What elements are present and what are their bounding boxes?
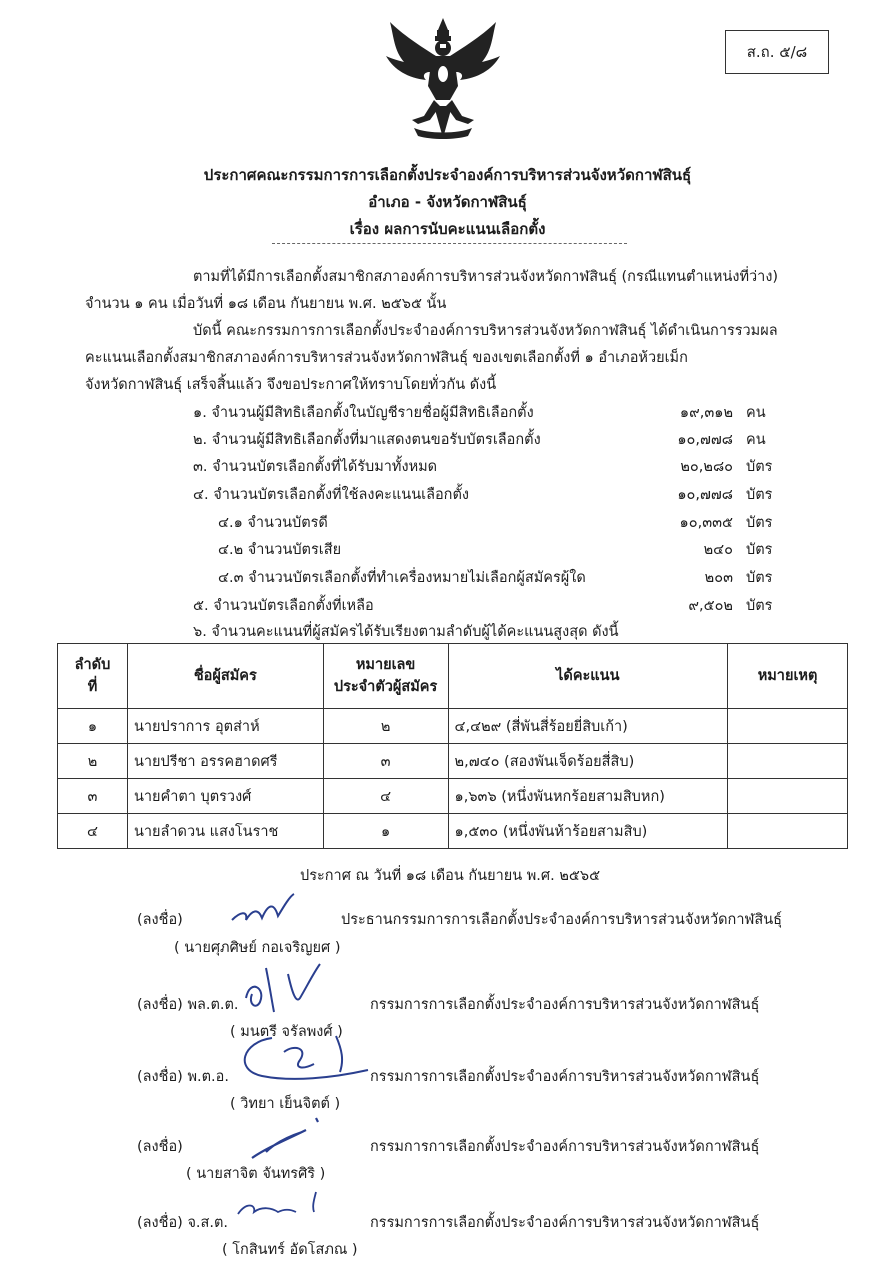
stat-unit: บัตร (746, 515, 773, 531)
signature-role: กรรมการการเลือกตั้งประจำองค์การบริหารส่วนจังหวัดกาฬสินธุ์ (370, 997, 760, 1013)
cell-rank: ๓ (58, 779, 128, 814)
district-line: อำเภอ - จังหวัดกาฬสินธุ์ (368, 193, 527, 211)
results-table (57, 643, 848, 849)
stat-unit: คน (746, 405, 766, 421)
cell-name: นายปราการ อุตส่าห์ (127, 709, 323, 744)
item6-label: ๖. จำนวนคะแนนที่ผู้สมัครได้รับเรียงตามลำดับผู้ได้คะแนนสูงสุด ดังนี้ (193, 624, 619, 640)
signature-role: กรรมการการเลือกตั้งประจำองค์การบริหารส่วนจังหวัดกาฬสินธุ์ (370, 1139, 760, 1155)
stat-unit: บัตร (746, 459, 773, 475)
signature-label: (ลงชื่อ) พล.ต.ต. (137, 997, 239, 1013)
handwritten-signature-icon (228, 890, 318, 930)
table-row (58, 709, 848, 744)
cell-name: นายคำตา บุตรวงศ์ (127, 779, 323, 814)
stat-unit: บัตร (746, 598, 773, 614)
signatory-name: ( นายสาจิต จันทรศิริ ) (186, 1166, 326, 1182)
intro-p2-line2: คะแนนเลือกตั้งสมาชิกสภาองค์การบริหารส่วนจังหวัดกาฬสินธุ์ ของเขตเลือกตั้งที่ ๑ อำเภอห้วยเม็ก (85, 350, 688, 366)
table-row (58, 814, 848, 849)
cell-remark (728, 779, 848, 814)
stat-label: ๕. จำนวนบัตรเลือกตั้งที่เหลือ (193, 598, 374, 614)
form-code-box (725, 30, 829, 74)
intro-p2-line1: บัดนี้ คณะกรรมการการเลือกตั้งประจำองค์การบริหารส่วนจังหวัดกาฬสินธุ์ ได้ดำเนินการรวมผล (193, 323, 778, 339)
intro-p1-line1: ตามที่ได้มีการเลือกตั้งสมาชิกสภาองค์การบริหารส่วนจังหวัดกาฬสินธุ์ (กรณีแทนตำแหน่งที่ว่าง) (193, 269, 779, 285)
cell-votes: ๑,๕๓๐ (หนึ่งพันห้าร้อยสามสิบ) (448, 814, 728, 849)
form-code: ส.ถ. ๕/๘ (746, 43, 808, 61)
cell-name: นายลำดวน แสงโนราช (127, 814, 323, 849)
announcement-date: ประกาศ ณ วันที่ ๑๘ เดือน กันยายน พ.ศ. ๒๕๖๕ (300, 868, 601, 884)
header-rank: ลำดับ ที่ (58, 644, 128, 709)
table-row (58, 779, 848, 814)
intro-p2-line3: จังหวัดกาฬสินธุ์ เสร็จสิ้นแล้ว จึงขอประกาศให้ทราบโดยทั่วกัน ดังนี้ (85, 377, 497, 393)
announcement-title: ประกาศคณะกรรมการการเลือกตั้งประจำองค์การบริหารส่วนจังหวัดกาฬสินธุ์ (203, 166, 692, 184)
stat-unit: บัตร (746, 542, 773, 558)
stat-label: ๔. จำนวนบัตรเลือกตั้งที่ใช้ลงคะแนนเลือกตั้ง (193, 487, 469, 503)
signature-role: กรรมการการเลือกตั้งประจำองค์การบริหารส่วนจังหวัดกาฬสินธุ์ (370, 1069, 760, 1085)
header-number: หมายเลข ประจำตัวผู้สมัคร (323, 644, 448, 709)
cell-rank: ๔ (58, 814, 128, 849)
handwritten-signature-icon (246, 1112, 326, 1162)
handwritten-signature-icon (236, 958, 336, 1018)
stat-label: ๔.๑ จำนวนบัตรดี (218, 515, 328, 531)
stat-unit: บัตร (746, 570, 773, 586)
intro-p1-line2: จำนวน ๑ คน เมื่อวันที่ ๑๘ เดือน กันยายน พ.ศ. ๒๕๖๕ นั้น (85, 296, 447, 312)
signature-label: (ลงชื่อ) (137, 1139, 183, 1155)
cell-name: นายปรีชา อรรคฮาดศรี (127, 744, 323, 779)
garuda-emblem-icon (384, 16, 502, 142)
stat-value: ๙,๕๐๒ (688, 598, 733, 614)
stat-value: ๑๙,๓๑๒ (679, 405, 733, 421)
handwritten-signature-icon (232, 1030, 372, 1090)
signature-label: (ลงชื่อ) พ.ต.อ. (137, 1069, 229, 1085)
cell-votes: ๔,๔๒๙ (สี่พันสี่ร้อยยี่สิบเก้า) (448, 709, 728, 744)
stat-value: ๒๐๓ (704, 570, 733, 586)
stat-label: ๔.๒ จำนวนบัตรเสีย (218, 542, 342, 558)
signatory-name: ( มนตรี จรัลพงศ์ ) (230, 1024, 343, 1040)
stat-unit: บัตร (746, 487, 773, 503)
signature-label: (ลงชื่อ) จ.ส.ต. (137, 1215, 229, 1231)
cell-rank: ๑ (58, 709, 128, 744)
signature-role: กรรมการการเลือกตั้งประจำองค์การบริหารส่วนจังหวัดกาฬสินธุ์ (370, 1215, 760, 1231)
cell-number: ๔ (323, 779, 448, 814)
stat-unit: คน (746, 432, 766, 448)
dashed-divider (272, 243, 627, 244)
table-header-row (58, 644, 848, 709)
header-name: ชื่อผู้สมัคร (127, 644, 323, 709)
cell-remark (728, 814, 848, 849)
stat-label: ๒. จำนวนผู้มีสิทธิเลือกตั้งที่มาแสดงตนขอรับบัตรเลือกตั้ง (193, 432, 541, 448)
signature-role: ประธานกรรมการการเลือกตั้งประจำองค์การบริหารส่วนจังหวัดกาฬสินธุ์ (341, 912, 782, 928)
header-votes: ได้คะแนน (448, 644, 728, 709)
stat-value: ๑๐,๗๗๘ (677, 487, 733, 503)
subject-line: เรื่อง ผลการนับคะแนนเลือกตั้ง (349, 220, 546, 238)
handwritten-signature-icon (232, 1188, 332, 1224)
cell-rank: ๒ (58, 744, 128, 779)
stat-label: ๓. จำนวนบัตรเลือกตั้งที่ได้รับมาทั้งหมด (193, 459, 438, 475)
header-remark: หมายเหตุ (728, 644, 848, 709)
cell-number: ๓ (323, 744, 448, 779)
stat-value: ๑๐,๗๗๘ (677, 432, 733, 448)
stat-label: ๑. จำนวนผู้มีสิทธิเลือกตั้งในบัญชีรายชื่อผู้มีสิทธิเลือกตั้ง (193, 405, 534, 421)
signatory-name: ( นายศุภศิษย์ กอเจริญยศ ) (174, 940, 341, 956)
cell-remark (728, 744, 848, 779)
cell-votes: ๒,๗๔๐ (สองพันเจ็ดร้อยสี่สิบ) (448, 744, 728, 779)
signatory-name: ( วิทยา เย็นจิตต์ ) (230, 1096, 341, 1112)
cell-remark (728, 709, 848, 744)
signatory-name: ( โกสินทร์ อัดโสภณ ) (222, 1242, 358, 1258)
table-row (58, 744, 848, 779)
stat-label: ๔.๓ จำนวนบัตรเลือกตั้งที่ทำเครื่องหมายไม่เลือกผู้สมัครผู้ใด (218, 570, 586, 586)
signature-label: (ลงชื่อ) (137, 912, 183, 928)
stat-value: ๒๐,๒๘๐ (680, 459, 733, 475)
cell-number: ๒ (323, 709, 448, 744)
stat-value: ๒๔๐ (703, 542, 733, 558)
cell-number: ๑ (323, 814, 448, 849)
stat-value: ๑๐,๓๓๕ (679, 515, 733, 531)
cell-votes: ๑,๖๓๖ (หนึ่งพันหกร้อยสามสิบหก) (448, 779, 728, 814)
